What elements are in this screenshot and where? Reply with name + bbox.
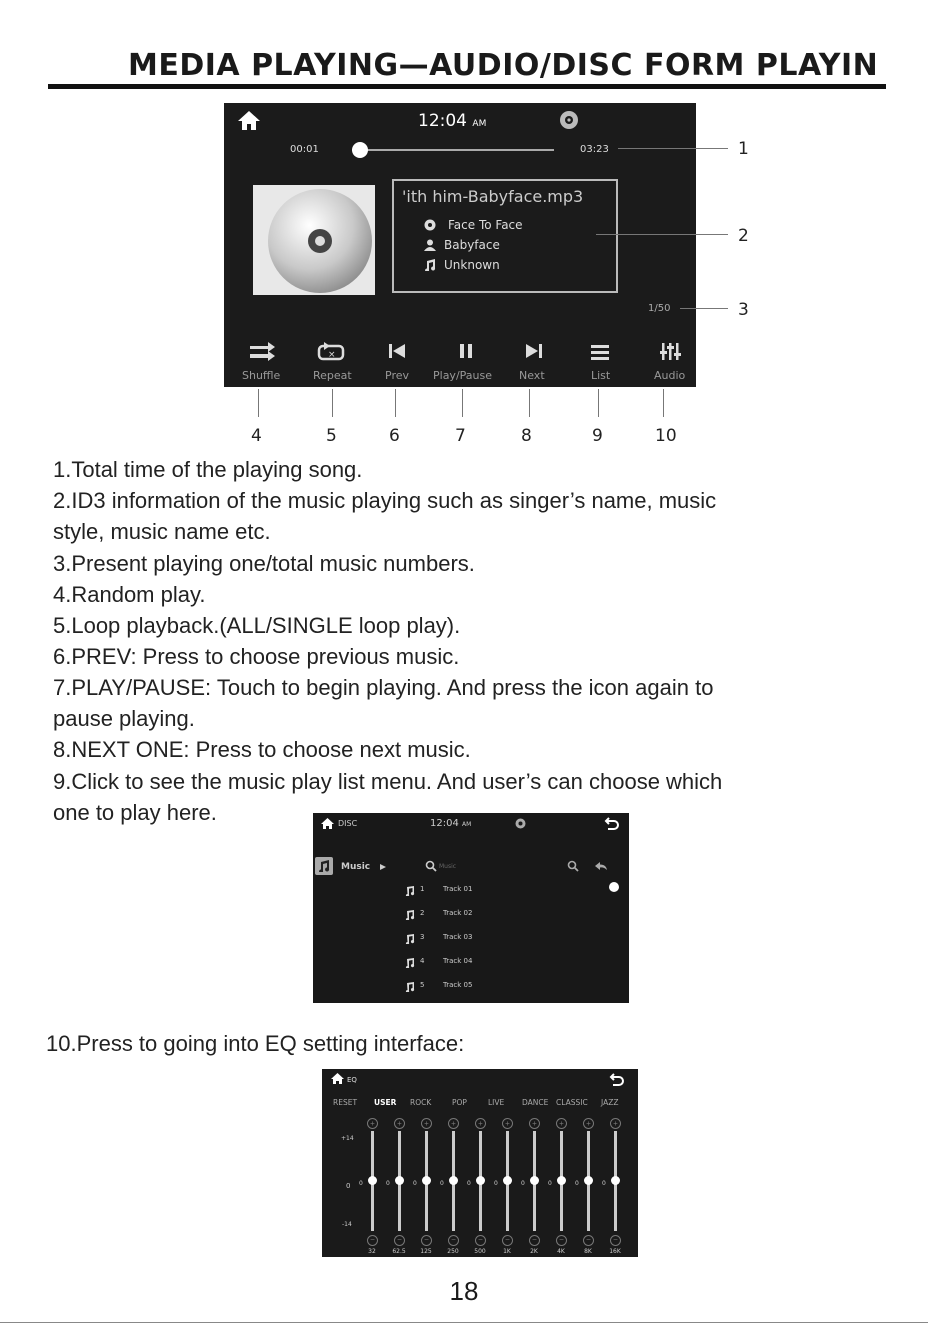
eq-slider-knob[interactable]	[395, 1176, 404, 1185]
description-line: pause playing.	[53, 706, 195, 731]
preset-jazz[interactable]: JAZZ	[601, 1098, 619, 1107]
back-icon[interactable]	[609, 1072, 625, 1086]
search-icon[interactable]	[567, 860, 579, 872]
callout-number: 6	[389, 426, 400, 446]
eq-minus-icon[interactable]: −	[529, 1235, 540, 1246]
callout-number: 3	[738, 300, 749, 320]
description-line: 4.Random play.	[53, 582, 206, 607]
disc-list-screenshot	[313, 813, 629, 1003]
eq-slider-knob[interactable]	[476, 1176, 485, 1185]
eq-minus-icon[interactable]: −	[448, 1235, 459, 1246]
eq-minus-icon[interactable]: −	[556, 1235, 567, 1246]
preset-pop[interactable]: POP	[452, 1098, 467, 1107]
track-name: Track 05	[443, 981, 473, 989]
eq-band-frequency: 4K	[557, 1248, 565, 1255]
eq-minus-icon[interactable]: −	[394, 1235, 405, 1246]
control-label-repeat: Repeat	[313, 369, 352, 382]
search-input[interactable]: Music	[439, 863, 457, 870]
eq-minus-icon[interactable]: −	[475, 1235, 486, 1246]
eq-slider-knob[interactable]	[557, 1176, 566, 1185]
track-number: 5	[420, 981, 425, 989]
music-note-icon	[318, 860, 330, 872]
back-icon[interactable]	[604, 816, 620, 830]
next-icon[interactable]	[524, 342, 544, 360]
callout-number: 9	[592, 426, 603, 446]
disc-icon	[515, 818, 526, 829]
eq-slider-knob[interactable]	[503, 1176, 512, 1185]
player-screenshot	[224, 103, 696, 387]
callout-line	[395, 389, 396, 417]
description-line: 5.Loop playback.(ALL/SINGLE loop play).	[53, 613, 461, 638]
eq-band-value: 0	[602, 1180, 606, 1187]
eq-plus-icon[interactable]: +	[610, 1118, 621, 1129]
eq-plus-icon[interactable]: +	[394, 1118, 405, 1129]
callout-number: 1	[738, 139, 749, 159]
music-note-icon	[405, 910, 415, 920]
callout-line	[663, 389, 664, 417]
eq-minus-icon[interactable]: −	[421, 1235, 432, 1246]
description-line: 7.PLAY/PAUSE: Touch to begin playing. And press the icon again to	[53, 675, 714, 700]
callout-line	[529, 389, 530, 417]
list-item[interactable]	[405, 908, 585, 922]
shuffle-icon[interactable]	[248, 339, 276, 363]
eq-plus-icon[interactable]: +	[556, 1118, 567, 1129]
track-count: 1/50	[648, 303, 671, 314]
folder-label[interactable]: Music	[341, 862, 371, 872]
prev-icon[interactable]	[387, 342, 407, 360]
music-note-icon	[405, 982, 415, 992]
eq-minus-icon[interactable]: −	[610, 1235, 621, 1246]
eq-band-value: 0	[494, 1180, 498, 1187]
eq-plus-icon[interactable]: +	[367, 1118, 378, 1129]
eq-minus-icon[interactable]: −	[367, 1235, 378, 1246]
music-note-icon	[405, 958, 415, 968]
home-icon[interactable]	[330, 1072, 345, 1085]
eq-band-value: 0	[440, 1180, 444, 1187]
music-note-icon	[405, 886, 415, 896]
eq-band-frequency: 62.5	[392, 1248, 406, 1255]
preset-classic[interactable]: CLASSIC	[556, 1098, 588, 1107]
eq-plus-icon[interactable]: +	[529, 1118, 540, 1129]
person-icon	[424, 239, 436, 251]
song-title: 'ith him-Babyface.mp3	[402, 187, 584, 206]
eq-minus-icon[interactable]: −	[583, 1235, 594, 1246]
equalizer-icon[interactable]	[659, 341, 681, 361]
preset-user[interactable]: USER	[374, 1098, 397, 1107]
progress-bar[interactable]	[352, 149, 554, 151]
eq-band-value: 0	[359, 1180, 363, 1187]
callout-line	[680, 308, 728, 309]
total-time: 03:23	[580, 144, 609, 155]
eq-band-value: 0	[548, 1180, 552, 1187]
music-note-icon	[424, 259, 436, 271]
control-label-prev: Prev	[385, 369, 409, 382]
repeat-icon[interactable]	[316, 341, 346, 363]
eq-title: EQ	[347, 1076, 357, 1084]
artist-name: Babyface	[444, 238, 500, 252]
eq-minus-icon[interactable]: −	[502, 1235, 513, 1246]
description-line: 3.Present playing one/total music numbers.	[53, 551, 475, 576]
track-number: 3	[420, 933, 425, 941]
scale-mid: 0	[346, 1182, 351, 1190]
eq-plus-icon[interactable]: +	[502, 1118, 513, 1129]
description-line: 9.Click to see the music play list menu. And user’s can choose which	[53, 769, 723, 794]
eq-slider-knob[interactable]	[611, 1176, 620, 1185]
home-icon[interactable]	[236, 109, 262, 131]
track-name: Track 01	[443, 885, 473, 893]
page-title: MEDIA PLAYING—AUDIO/DISC FORM PLAYIN	[128, 48, 879, 83]
callout-number: 8	[521, 426, 532, 446]
description-line: 2.ID3 information of the music playing such as singer’s name, music	[53, 488, 717, 513]
id3-info-box	[392, 179, 618, 293]
music-note-icon	[405, 934, 415, 944]
track-name: Track 04	[443, 957, 473, 965]
control-label-list: List	[591, 369, 611, 382]
eq-plus-icon[interactable]: +	[448, 1118, 459, 1129]
list-item[interactable]	[405, 980, 585, 994]
eq-slider-knob[interactable]	[449, 1176, 458, 1185]
control-label-next: Next	[519, 369, 545, 382]
eq-band-frequency: 8K	[584, 1248, 592, 1255]
elapsed-time: 00:01	[290, 144, 319, 155]
eq-plus-icon[interactable]: +	[421, 1118, 432, 1129]
disc-icon	[559, 110, 579, 130]
callout-number: 10	[655, 426, 677, 446]
eq-band-frequency: 16K	[609, 1248, 621, 1255]
eq-band-frequency: 250	[447, 1248, 459, 1255]
eq-slider-knob[interactable]	[530, 1176, 539, 1185]
callout-line	[598, 389, 599, 417]
callout-line	[618, 148, 728, 149]
clock: 12:04 AM	[430, 818, 472, 829]
track-number: 1	[420, 885, 425, 893]
album-icon	[264, 185, 376, 297]
callout-number: 2	[738, 226, 749, 246]
track-number: 4	[420, 957, 425, 965]
list-item[interactable]	[405, 956, 585, 970]
track-name: Track 03	[443, 933, 473, 941]
eq-screenshot	[322, 1069, 638, 1257]
preset-reset[interactable]: RESET	[333, 1098, 358, 1107]
progress-knob[interactable]	[352, 142, 368, 158]
disc-icon	[424, 219, 436, 231]
play-arrow-icon	[379, 863, 387, 871]
eq-band-frequency: 32	[368, 1248, 376, 1255]
callout-number: 7	[455, 426, 466, 446]
track-name: Track 02	[443, 909, 473, 917]
callout-line	[258, 389, 259, 417]
list-item[interactable]	[405, 932, 585, 946]
eq-band-value: 0	[575, 1180, 579, 1187]
list-item[interactable]	[405, 884, 585, 898]
page-bottom-rule	[0, 1322, 928, 1323]
callout-line	[596, 234, 728, 235]
callout-line	[462, 389, 463, 417]
home-icon[interactable]	[320, 817, 335, 830]
list-icon[interactable]	[590, 343, 610, 361]
eq-plus-icon[interactable]: +	[475, 1118, 486, 1129]
preset-rock[interactable]: ROCK	[410, 1098, 432, 1107]
scale-bottom: -14	[342, 1221, 352, 1228]
description-line: style, music name etc.	[53, 519, 271, 544]
description-line: 6.PREV: Press to choose previous music.	[53, 644, 460, 669]
description-line: one to play here.	[53, 800, 217, 825]
eq-band-value: 0	[521, 1180, 525, 1187]
back-arrow-icon[interactable]	[594, 861, 608, 871]
preset-dance[interactable]: DANCE	[522, 1098, 549, 1107]
source-label: DISC	[338, 819, 358, 828]
eq-band-value: 0	[413, 1180, 417, 1187]
callout-number: 5	[326, 426, 337, 446]
clock: 12:04 AM	[418, 111, 487, 131]
eq-band-frequency: 1K	[503, 1248, 511, 1255]
eq-slider-knob[interactable]	[368, 1176, 377, 1185]
control-label-audio: Audio	[654, 369, 686, 382]
control-label-shuffle: Shuffle	[242, 369, 281, 382]
scroll-indicator[interactable]	[609, 882, 619, 892]
eq-band-value: 0	[467, 1180, 471, 1187]
callout-line	[332, 389, 333, 417]
eq-plus-icon[interactable]: +	[583, 1118, 594, 1129]
preset-live[interactable]: LIVE	[488, 1098, 505, 1107]
eq-band-frequency: 125	[420, 1248, 432, 1255]
track-number: 2	[420, 909, 425, 917]
eq-band-frequency: 2K	[530, 1248, 538, 1255]
album-name: Face To Face	[448, 218, 523, 232]
eq-intro-text: 10.Press to going into EQ setting interface:	[46, 1031, 465, 1056]
eq-slider-knob[interactable]	[584, 1176, 593, 1185]
callout-number: 4	[251, 426, 262, 446]
description-line: 1.Total time of the playing song.	[53, 457, 363, 482]
title-underline	[48, 84, 886, 89]
eq-band-frequency: 500	[474, 1248, 486, 1255]
description-line: 8.NEXT ONE: Press to choose next music.	[53, 737, 471, 762]
search-icon[interactable]	[425, 860, 437, 872]
eq-slider-knob[interactable]	[422, 1176, 431, 1185]
pause-icon[interactable]	[458, 342, 474, 360]
eq-band-value: 0	[386, 1180, 390, 1187]
svg-text:×: ×	[328, 350, 336, 360]
scale-top: +14	[341, 1135, 354, 1142]
genre-name: Unknown	[444, 258, 500, 272]
page-number: 18	[449, 1276, 479, 1306]
control-label-play-pause: Play/Pause	[433, 369, 492, 382]
